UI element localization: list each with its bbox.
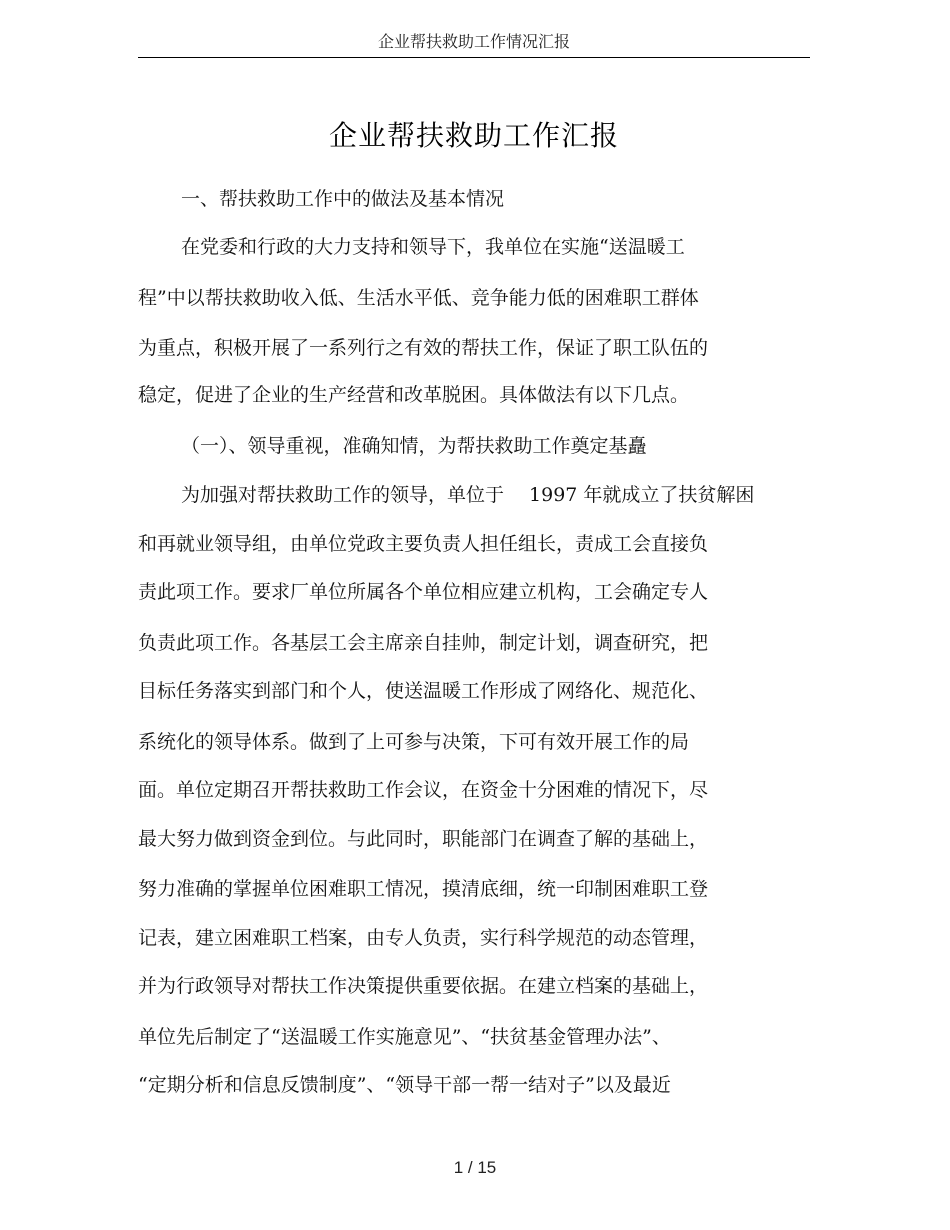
paragraph-line: 为重点，积极开展了一系列行之有效的帮扶工作，保证了职工队伍的 bbox=[138, 337, 709, 359]
paragraph-line: 面。单位定期召开帮扶救助工作会议，在资金十分困难的情况下，尽 bbox=[138, 779, 709, 801]
paragraph-line: 努力准确的掌握单位困难职工情况，摸清底细，统一印制困难职工登 bbox=[138, 878, 709, 900]
running-header: 企业帮扶救助工作情况汇报 bbox=[377, 32, 570, 51]
document-title: 企业帮扶救助工作汇报 bbox=[328, 119, 619, 152]
subsection-heading: （一）、领导重视，准确知情，为帮扶救助工作奠定基矗 bbox=[181, 435, 647, 457]
paragraph-line: 稳定，促进了企业的生产经营和改革脱困。具体做法有以下几点。 bbox=[138, 384, 690, 406]
header-rule bbox=[138, 57, 810, 58]
paragraph-line: “定期分析和信息反馈制度”、“领导干部一帮一结对子”以及最近 bbox=[138, 1074, 671, 1096]
paragraph-line: 目标任务落实到部门和个人，使送温暖工作形成了网络化、规范化、 bbox=[138, 680, 709, 702]
page-indicator: 1 / 15 bbox=[453, 1158, 497, 1177]
paragraph-line: 单位先后制定了“送温暖工作实施意见”、“扶贫基金管理办法”、 bbox=[138, 1026, 671, 1048]
paragraph-line: 责此项工作。要求厂单位所属各个单位相应建立机构，工会确定专人 bbox=[138, 581, 709, 603]
paragraph-line: 记表，建立困难职工档案，由专人负责，实行科学规范的动态管理， bbox=[138, 927, 709, 949]
paragraph-line: 程”中以帮扶救助收入低、生活水平低、竞争能力低的困难职工群体 bbox=[138, 287, 699, 309]
paragraph-line: 在党委和行政的大力支持和领导下，我单位在实施“送温暖工 bbox=[181, 236, 685, 258]
paragraph-line: 最大努力做到资金到位。与此同时，职能部门在调查了解的基础上， bbox=[138, 828, 709, 850]
paragraph-line: 为加强对帮扶救助工作的领导，单位于 1997 年就成立了扶贫解困 bbox=[181, 484, 755, 506]
paragraph-line: 负责此项工作。各基层工会主席亲自挂帅，制定计划，调查研究，把 bbox=[138, 632, 709, 654]
paragraph-line: 系统化的领导体系。做到了上可参与决策，下可有效开展工作的局 bbox=[138, 731, 690, 753]
paragraph-line: 并为行政领导对帮扶工作决策提供重要依据。在建立档案的基础上， bbox=[138, 975, 709, 997]
paragraph-line: 和再就业领导组，由单位党政主要负责人担任组长，责成工会直接负 bbox=[138, 533, 709, 555]
section-heading: 一、帮扶救助工作中的做法及基本情况 bbox=[181, 188, 505, 210]
